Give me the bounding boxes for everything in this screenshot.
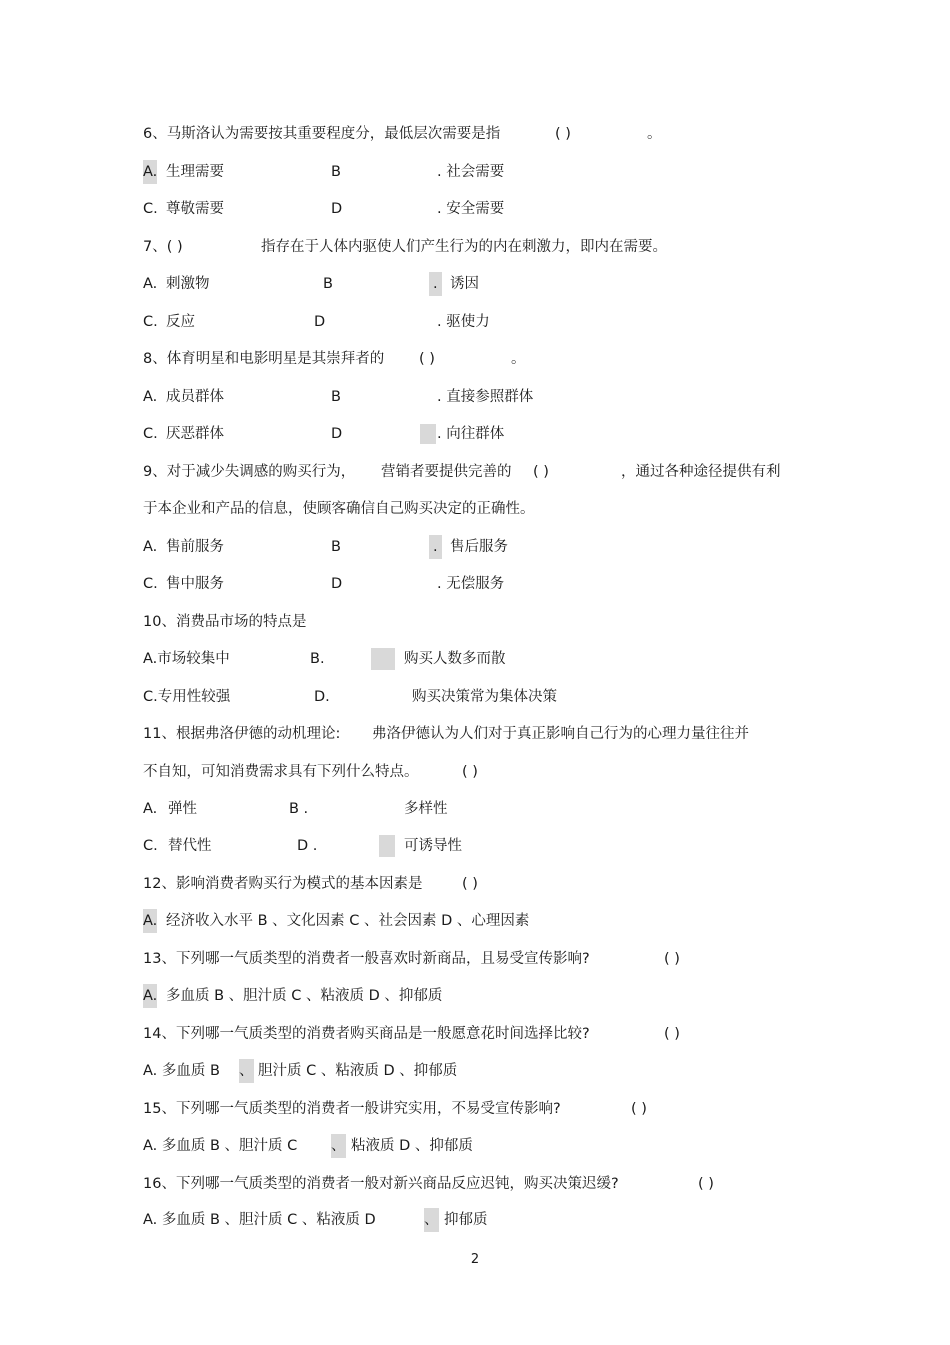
option-text: 多样性 bbox=[404, 801, 448, 817]
answer-parenthesis: ( ) bbox=[555, 126, 571, 142]
option-text: C.专用性较强 bbox=[143, 689, 231, 705]
option-text: 诱因 bbox=[450, 276, 479, 292]
highlight-mark: 、 bbox=[424, 1208, 439, 1232]
option-letter: B bbox=[331, 389, 341, 405]
question-text: 13、下列哪一气质类型的消费者一般喜欢时新商品，且易受宣传影响? bbox=[143, 951, 590, 967]
answer-parenthesis: ( ) bbox=[462, 764, 478, 780]
question-text: 指存在于人体内驱使人们产生行为的内在刺激力，即内在需要。 bbox=[261, 239, 667, 255]
option-text: . 社会需要 bbox=[437, 164, 505, 180]
question-text: 15、下列哪一气质类型的消费者一般讲究实用，不易受宣传影响? bbox=[143, 1101, 561, 1117]
option-letter: C. bbox=[143, 314, 158, 330]
option-text: 粘液质 D 、抑郁质 bbox=[351, 1138, 473, 1154]
option-letter: C. bbox=[143, 201, 158, 217]
option-text: A. 多血质 B bbox=[143, 1063, 220, 1079]
option-letter: D . bbox=[297, 838, 318, 854]
question-text: 11、根据弗洛伊德的动机理论: bbox=[143, 726, 341, 742]
option-text: 抑郁质 bbox=[444, 1212, 488, 1228]
option-text: . 直接参照群体 bbox=[437, 389, 534, 405]
option-letter: B bbox=[331, 164, 341, 180]
question-text: 16、下列哪一气质类型的消费者一般对新兴商品反应迟钝，购买决策迟缓? bbox=[143, 1176, 619, 1192]
option-text: A.市场较集中 bbox=[143, 651, 230, 667]
option-text: 可诱导性 bbox=[404, 838, 462, 854]
highlight-mark: 、 bbox=[239, 1059, 254, 1083]
question-text: 9、对于减少失调感的购买行为， bbox=[143, 464, 356, 480]
question-text: ，通过各种途径提供有利 bbox=[621, 464, 781, 480]
option-letter: B. bbox=[310, 651, 325, 667]
answer-parenthesis: ( ) bbox=[664, 1026, 680, 1042]
option-letter: A. bbox=[143, 984, 157, 1008]
option-text: 购买人数多而散 bbox=[404, 651, 506, 667]
option-text: . 驱使力 bbox=[437, 314, 490, 330]
answer-parenthesis: 7、( ) bbox=[143, 239, 183, 255]
option-dot: . bbox=[429, 272, 442, 296]
option-text: 多血质 B 、胆汁质 C 、粘液质 D 、抑郁质 bbox=[166, 988, 443, 1004]
option-letter: D bbox=[331, 201, 343, 217]
option-text: 尊敬需要 bbox=[166, 201, 224, 217]
question-text: 8、体育明星和电影明星是其崇拜者的 bbox=[143, 351, 385, 367]
sentence-end: 。 bbox=[511, 351, 526, 367]
option-letter: A. bbox=[143, 539, 158, 555]
answer-parenthesis: ( ) bbox=[419, 351, 435, 367]
option-text: 成员群体 bbox=[166, 389, 224, 405]
option-letter: A. bbox=[143, 909, 157, 933]
option-text: 厌恶群体 bbox=[166, 426, 224, 442]
option-letter: C. bbox=[143, 838, 158, 854]
option-text: 售中服务 bbox=[166, 576, 224, 592]
option-letter: D. bbox=[314, 689, 330, 705]
answer-parenthesis: ( ) bbox=[631, 1101, 647, 1117]
option-dot: . bbox=[429, 535, 442, 559]
page-number: 2 bbox=[470, 1252, 480, 1267]
highlight-mark bbox=[379, 835, 395, 857]
question-text: 14、下列哪一气质类型的消费者购买商品是一般愿意花时间选择比较? bbox=[143, 1026, 590, 1042]
option-text: . 无偿服务 bbox=[437, 576, 505, 592]
option-letter: A. bbox=[143, 389, 158, 405]
option-text: 刺激物 bbox=[166, 276, 210, 292]
answer-parenthesis: ( ) bbox=[462, 876, 478, 892]
option-text: 生理需要 bbox=[166, 164, 224, 180]
option-letter: C. bbox=[143, 576, 158, 592]
question-text: 6、马斯洛认为需要按其重要程度分，最低层次需要是指 bbox=[143, 126, 501, 142]
answer-parenthesis: ( ) bbox=[664, 951, 680, 967]
answer-parenthesis: ( ) bbox=[698, 1176, 714, 1192]
question-text: 于本企业和产品的信息，使顾客确信自己购买决定的正确性。 bbox=[143, 501, 535, 517]
highlight-mark bbox=[371, 648, 395, 670]
option-text: A. 多血质 B 、胆汁质 C bbox=[143, 1138, 298, 1154]
sentence-end: 。 bbox=[647, 126, 662, 142]
option-letter: C. bbox=[143, 426, 158, 442]
option-text: 胆汁质 C 、粘液质 D 、抑郁质 bbox=[258, 1063, 458, 1079]
question-text: 弗洛伊德认为人们对于真正影响自己行为的心理力量往往并 bbox=[372, 726, 749, 742]
question-text: 不自知，可知消费需求具有下列什么特点。 bbox=[143, 764, 419, 780]
answer-parenthesis: ( ) bbox=[533, 464, 549, 480]
option-letter: D bbox=[314, 314, 326, 330]
option-letter: B . bbox=[289, 801, 309, 817]
option-letter: D bbox=[331, 576, 343, 592]
option-text: . 向往群体 bbox=[437, 426, 505, 442]
option-text: 售后服务 bbox=[450, 539, 508, 555]
option-text: 经济收入水平 B 、文化因素 C 、社会因素 D 、心理因素 bbox=[166, 913, 530, 929]
option-letter: B bbox=[323, 276, 333, 292]
highlight-mark bbox=[420, 424, 436, 444]
option-text: 反应 bbox=[166, 314, 195, 330]
highlight-mark: 、 bbox=[331, 1134, 346, 1158]
option-letter: A. bbox=[143, 276, 158, 292]
option-text: 售前服务 bbox=[166, 539, 224, 555]
option-text: 替代性 bbox=[168, 838, 212, 854]
option-text: 购买决策常为集体决策 bbox=[412, 689, 557, 705]
option-text: A. 多血质 B 、胆汁质 C 、粘液质 D bbox=[143, 1212, 376, 1228]
question-text: 10、消费品市场的特点是 bbox=[143, 614, 307, 630]
question-text: 12、影响消费者购买行为模式的基本因素是 bbox=[143, 876, 423, 892]
option-letter: A. bbox=[143, 160, 157, 184]
option-text: . 安全需要 bbox=[437, 201, 505, 217]
option-letter: B bbox=[331, 539, 341, 555]
option-letter: D bbox=[331, 426, 343, 442]
option-text: 弹性 bbox=[168, 801, 197, 817]
option-letter: A. bbox=[143, 801, 158, 817]
question-text: 营销者要提供完善的 bbox=[381, 464, 512, 480]
